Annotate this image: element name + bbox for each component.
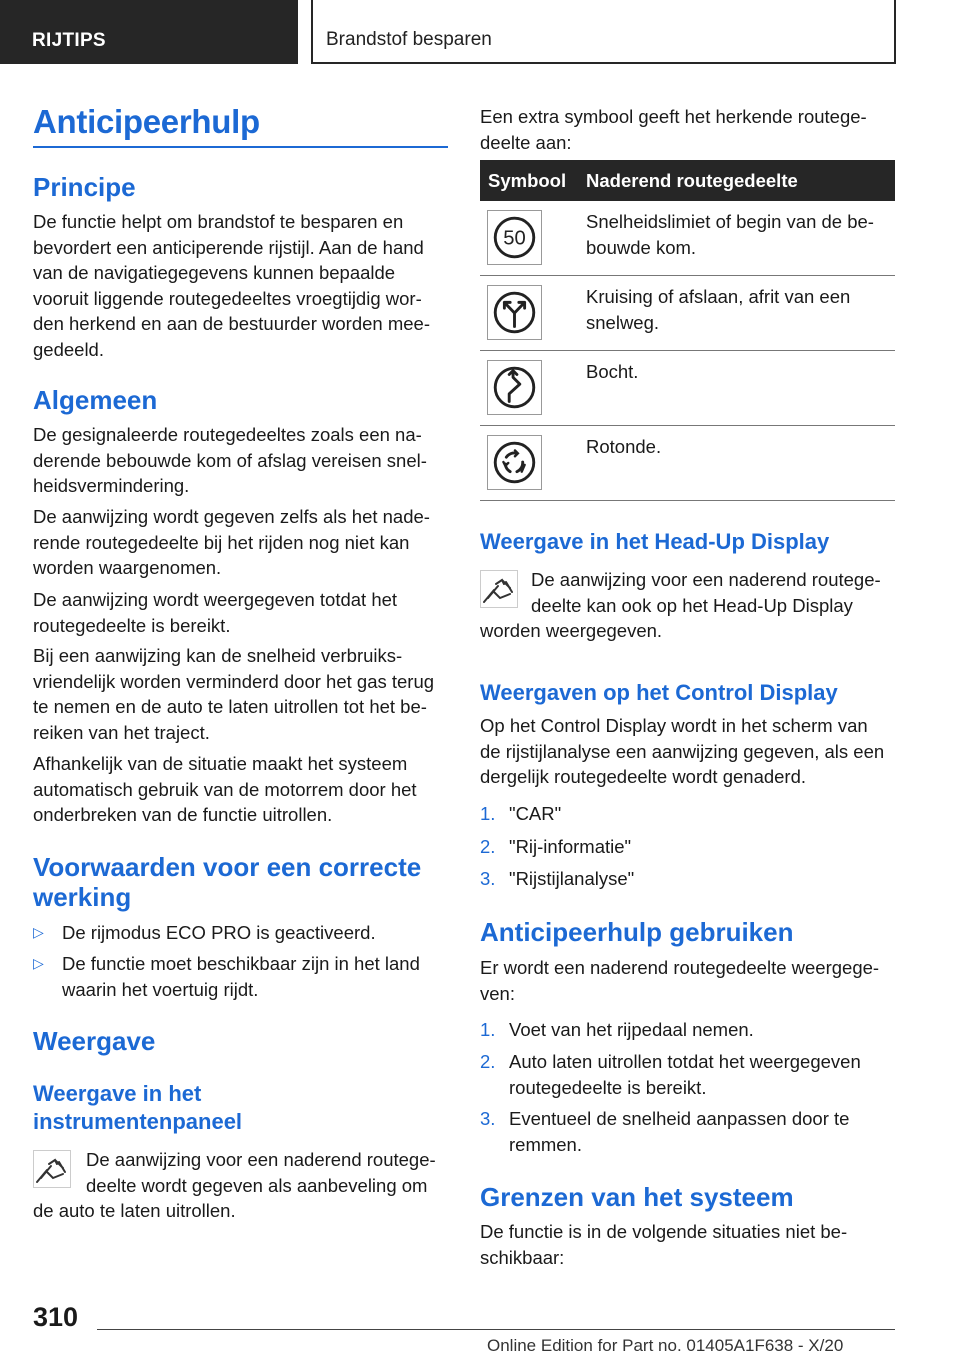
text-line: waarin het voertuig rijdt. bbox=[62, 978, 259, 1000]
heading-line: instrumentenpaneel bbox=[33, 1109, 243, 1134]
text-line: Kruising of afslaan, afrit van een bbox=[586, 286, 851, 307]
step-text bbox=[509, 1106, 899, 1157]
text-line: Snelheidslimiet of begin van de be- bbox=[586, 211, 874, 232]
text-line: deelte wordt gegeven als aanbeveling om bbox=[86, 1174, 428, 1196]
text-line: Op het Control Display wordt in het scherm van bbox=[480, 715, 868, 736]
step-number: 3. bbox=[480, 1108, 496, 1129]
column-header-symbol: Symbool bbox=[488, 170, 567, 191]
page-title: Anticipeerhulp bbox=[33, 103, 260, 140]
text-line: De aanwijzing wordt gegeven zelfs als het nade- bbox=[33, 506, 430, 527]
page-number: 310 bbox=[33, 1302, 79, 1332]
heading-line: werking bbox=[33, 882, 132, 912]
text-line: De functie moet beschikbaar zijn in het land bbox=[62, 953, 420, 974]
instrument-note-text-end: de auto te laten uitrollen. bbox=[33, 1200, 236, 1221]
footer-edition: Online Edition for Part no. 01405A1F638 - X/20 bbox=[487, 1336, 844, 1355]
text-line: automatisch gebruik van de motorrem door het bbox=[33, 778, 417, 800]
text-line: bouwde kom. bbox=[586, 236, 697, 258]
heading-principe: Principe bbox=[33, 172, 136, 202]
step-text: "Rij-informatie" bbox=[509, 836, 632, 857]
heading-weergave: Weergave bbox=[33, 1026, 156, 1056]
heading-line: Weergave in het bbox=[33, 1081, 202, 1106]
text-line: De gesignaleerde routegedeeltes zoals een na- bbox=[33, 424, 422, 445]
text-line: derende bebouwde kom of afslag vereisen snel- bbox=[33, 449, 427, 471]
text-line: Rotonde. bbox=[586, 436, 662, 457]
chapter-label: Brandstof besparen bbox=[326, 29, 492, 50]
text-line: Er wordt een naderend routegedeelte weergege- bbox=[480, 957, 880, 978]
text-line: onderbreken van de functie uitrollen. bbox=[33, 804, 333, 825]
speed-limit-50-icon bbox=[487, 210, 542, 265]
junction-icon bbox=[487, 285, 542, 340]
hud-text bbox=[531, 567, 901, 618]
text-line: Bocht. bbox=[586, 361, 639, 382]
principe-text bbox=[33, 209, 453, 362]
step-text bbox=[509, 1049, 899, 1100]
gebruiken-text bbox=[480, 955, 900, 1006]
heading-gebruiken: Anticipeerhulp gebruiken bbox=[480, 917, 794, 947]
text-line: den herkend en aan de bestuurder worden mee- bbox=[33, 313, 430, 334]
note-hand-icon bbox=[480, 570, 518, 608]
section-label: RIJTIPS bbox=[32, 30, 106, 51]
text-line: rende routegedeelte bij het rijden nog niet kan bbox=[33, 531, 410, 553]
step-text: "CAR" bbox=[509, 803, 562, 824]
algemeen-p2 bbox=[33, 504, 453, 581]
text-line: vooruit liggende routegedeeltes vroegtijdig wor- bbox=[33, 287, 422, 309]
text-line: gedeeld. bbox=[33, 338, 104, 360]
grenzen-text bbox=[480, 1219, 900, 1270]
footer-rule bbox=[97, 1329, 895, 1330]
heading-grenzen: Grenzen van het systeem bbox=[480, 1182, 794, 1212]
text-line: De aanwijzing wordt weergegeven totdat het bbox=[33, 589, 398, 610]
text-line: De aanwijzing voor een naderend routege- bbox=[86, 1149, 436, 1170]
text-line: De functie is in de volgende situaties niet be- bbox=[480, 1221, 848, 1242]
text-line: ven: bbox=[480, 982, 515, 1004]
symbol-intro bbox=[480, 104, 900, 155]
text-line: routegedeelte is bereikt. bbox=[33, 614, 231, 636]
text-line: remmen. bbox=[509, 1133, 582, 1155]
bullet-text: De rijmodus ECO PRO is geactiveerd. bbox=[62, 922, 376, 943]
text-line: bevordert een anticiperende rijstijl. Aan de hand bbox=[33, 236, 424, 258]
text-line: te nemen en de auto te laten uitrollen tot het be- bbox=[33, 696, 427, 717]
bullet-text bbox=[62, 951, 452, 1002]
text-line: dergelijk routegedeelte wordt genaderd. bbox=[480, 766, 807, 787]
table-row bbox=[480, 426, 895, 501]
heading-hud: Weergave in het Head-Up Display bbox=[480, 529, 830, 554]
title-rule bbox=[33, 146, 448, 148]
section-tab bbox=[0, 0, 298, 64]
step-number: 3. bbox=[480, 868, 496, 889]
heading-voorwaarden bbox=[33, 852, 421, 912]
curve-icon bbox=[487, 360, 542, 415]
step-text: Voet van het rijpedaal nemen. bbox=[509, 1019, 754, 1040]
roundabout-icon bbox=[487, 435, 542, 490]
instrument-note-text bbox=[86, 1147, 456, 1198]
text-line: routegedeelte is bereikt. bbox=[509, 1076, 707, 1098]
row-description bbox=[586, 434, 891, 460]
heading-control-display: Weergaven op het Control Display bbox=[480, 680, 838, 705]
hud-text-end: worden weergegeven. bbox=[480, 620, 663, 641]
row-description bbox=[586, 359, 891, 385]
text-line: reiken van het traject. bbox=[33, 721, 210, 743]
column-header-section: Naderend routegedeelte bbox=[586, 170, 798, 191]
table-row bbox=[480, 351, 895, 426]
step-number: 1. bbox=[480, 803, 496, 824]
algemeen-p1 bbox=[33, 422, 453, 499]
text-line: De functie helpt om brandstof te besparen en bbox=[33, 211, 404, 232]
symbol-table-header bbox=[480, 160, 895, 201]
heading-instrumentenpaneel bbox=[33, 1080, 242, 1136]
triangle-bullet-icon: ▷ bbox=[33, 924, 44, 940]
text-line: De aanwijzing voor een naderend routege- bbox=[531, 569, 881, 590]
row-description bbox=[586, 284, 891, 335]
heading-algemeen: Algemeen bbox=[33, 385, 158, 415]
speed-limit-value: 50 bbox=[503, 227, 526, 250]
heading-line: Voorwaarden voor een correcte bbox=[33, 852, 422, 882]
text-line: Een extra symbool geeft het herkende routege- bbox=[480, 106, 867, 127]
text-line: Eventueel de snelheid aanpassen door te bbox=[509, 1108, 850, 1129]
table-row bbox=[480, 276, 895, 351]
algemeen-p4 bbox=[33, 643, 453, 745]
row-description bbox=[586, 209, 891, 260]
algemeen-p5 bbox=[33, 751, 453, 828]
text-line: Afhankelijk van de situatie maakt het systeem bbox=[33, 753, 408, 774]
text-line: van de navigatiegegevens kunnen bepaalde bbox=[33, 262, 396, 283]
algemeen-p3 bbox=[33, 587, 453, 638]
control-display-text bbox=[480, 713, 900, 790]
note-hand-icon bbox=[33, 1150, 71, 1188]
text-line: snelweg. bbox=[586, 311, 660, 333]
text-line: de rijstijlanalyse een aanwijzing gegeven, als een bbox=[480, 740, 885, 762]
table-row bbox=[480, 201, 895, 276]
triangle-bullet-icon: ▷ bbox=[33, 955, 44, 971]
text-line: Auto laten uitrollen totdat het weergegeven bbox=[509, 1051, 861, 1072]
text-line: vriendelijk worden verminderd door het gas terug bbox=[33, 670, 435, 692]
text-line: heidsvermindering. bbox=[33, 475, 190, 496]
step-number: 2. bbox=[480, 1051, 496, 1072]
text-line: Bij een aanwijzing kan de snelheid verbruiks- bbox=[33, 645, 403, 666]
chapter-tab bbox=[311, 0, 896, 64]
step-number: 2. bbox=[480, 836, 496, 857]
text-line: deelte aan: bbox=[480, 131, 572, 153]
step-text: "Rijstijlanalyse" bbox=[509, 868, 635, 889]
text-line: schikbaar: bbox=[480, 1246, 565, 1268]
step-number: 1. bbox=[480, 1019, 496, 1040]
text-line: deelte kan ook op het Head-Up Display bbox=[531, 594, 853, 616]
text-line: worden waargenomen. bbox=[33, 557, 222, 578]
